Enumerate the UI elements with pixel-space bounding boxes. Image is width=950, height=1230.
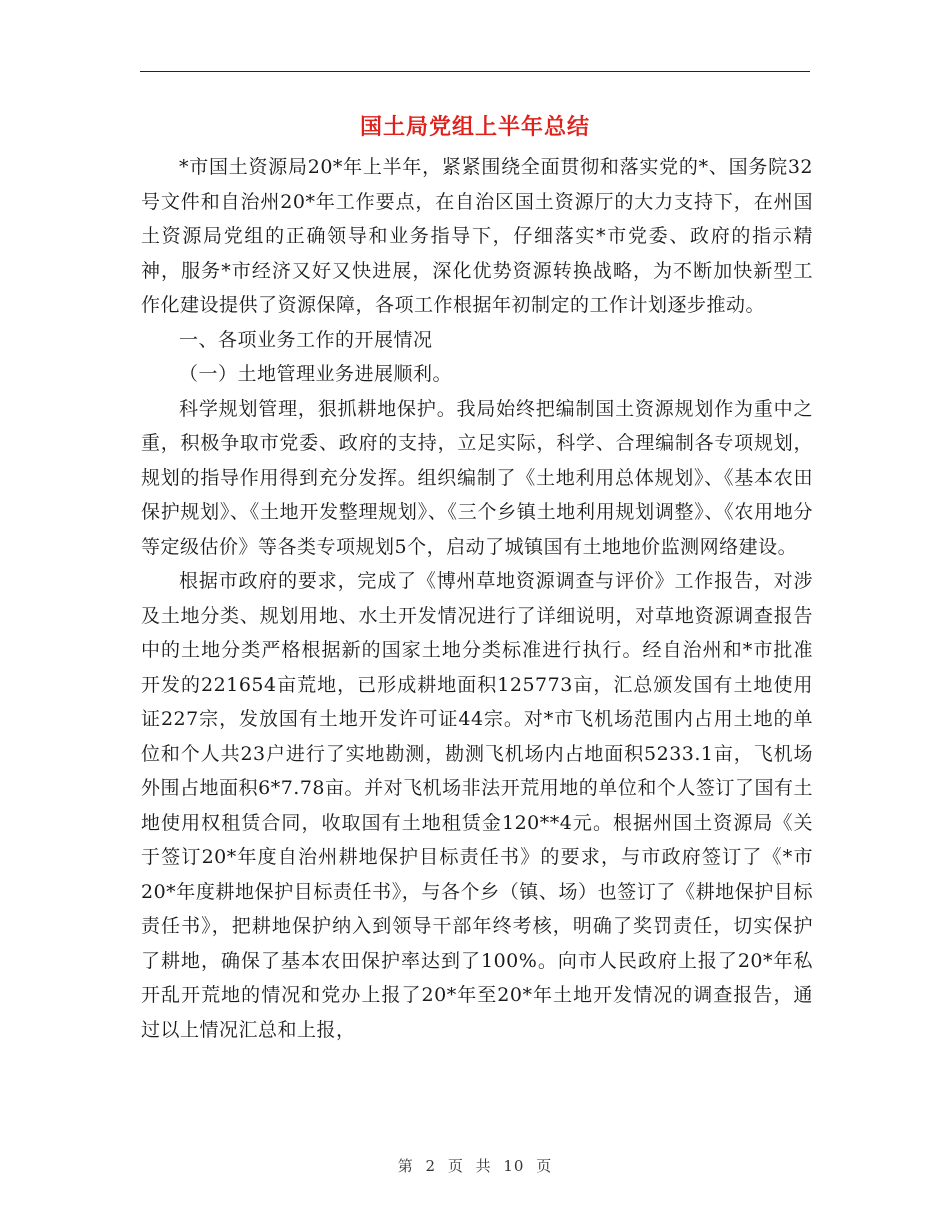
document-title: 国土局党组上半年总结: [359, 114, 590, 140]
header-rule: [140, 71, 810, 72]
intro-paragraph: *市国土资源局20*年上半年，紧紧围绕全面贯彻和落实党的*、国务院32号文件和自治州20*年工作要点，在自治区国土资源厅的大力支持下，在州国土资源局党组的正确领导和业务指导下，仔细落实*市党委、政府的指示精神，服务*市经济又好又快进展，深化优势资源转换战略，为不断加快新型工作化建设提供了资源保障，各项工作根据年初制定的工作计划逐步推动。: [141, 156, 813, 316]
page-number-footer: 第 2 页 共 10 页: [397, 1157, 553, 1175]
subsection-heading: （一）土地管理业务进展顺利。: [179, 363, 453, 385]
body-paragraph-report: 根据市政府的要求，完成了《博州草地资源调查与评价》工作报告，对涉及土地分类、规划用地、水土开发情况进行了详细说明，对草地资源调查报告中的土地分类严格根据新的国家土地分类标准进行执行。经自治州和*市批准开发的221654亩荒地，已形成耕地面积125773亩，汇总颁发国有土地使用证227宗，发放国有土地开发许可证44宗。对*市飞机场范围内占用土地的单位和个人共23户进行了实地勘测，勘测飞机场内占地面积5233.1亩，飞机场外围占地面积6*7.78亩。并对飞机场非法开荒用地的单位和个人签订了国有土地使用权租赁合同，收取国有土地租赁金120**4元。根据州国土资源局《关于签订20*年度自治州耕地保护目标责任书》的要求，与市政府签订了《*市20*年度耕地保护目标责任书》，与各个乡（镇、场）也签订了《耕地保护目标责任书》，把耕地保护纳入到领导干部年终考核，明确了奖罚责任，切实保护了耕地，确保了基本农田保护率达到了100%。向市人民政府上报了20*年私开乱开荒地的情况和党办上报了20*年至20*年土地开发情况的调查报告，通过以上情况汇总和上报，: [141, 570, 813, 1041]
body-paragraph-planning: 科学规划管理，狠抓耕地保护。我局始终把编制国土资源规划作为重中之重，积极争取市党委、政府的支持，立足实际，科学、合理编制各专项规划，规划的指导作用得到充分发挥。组织编制了《土地利用总体规划》、《基本农田保护规划》、《土地开发整理规划》、《三个乡镇土地利用规划调整》、《农用地分等定级估价》等各类专项规划5个，启动了城镇国有土地地价监测网络建设。: [141, 397, 813, 558]
section-heading: 一、各项业务工作的开展情况: [179, 328, 433, 351]
document-body: [141, 150, 813, 1047]
